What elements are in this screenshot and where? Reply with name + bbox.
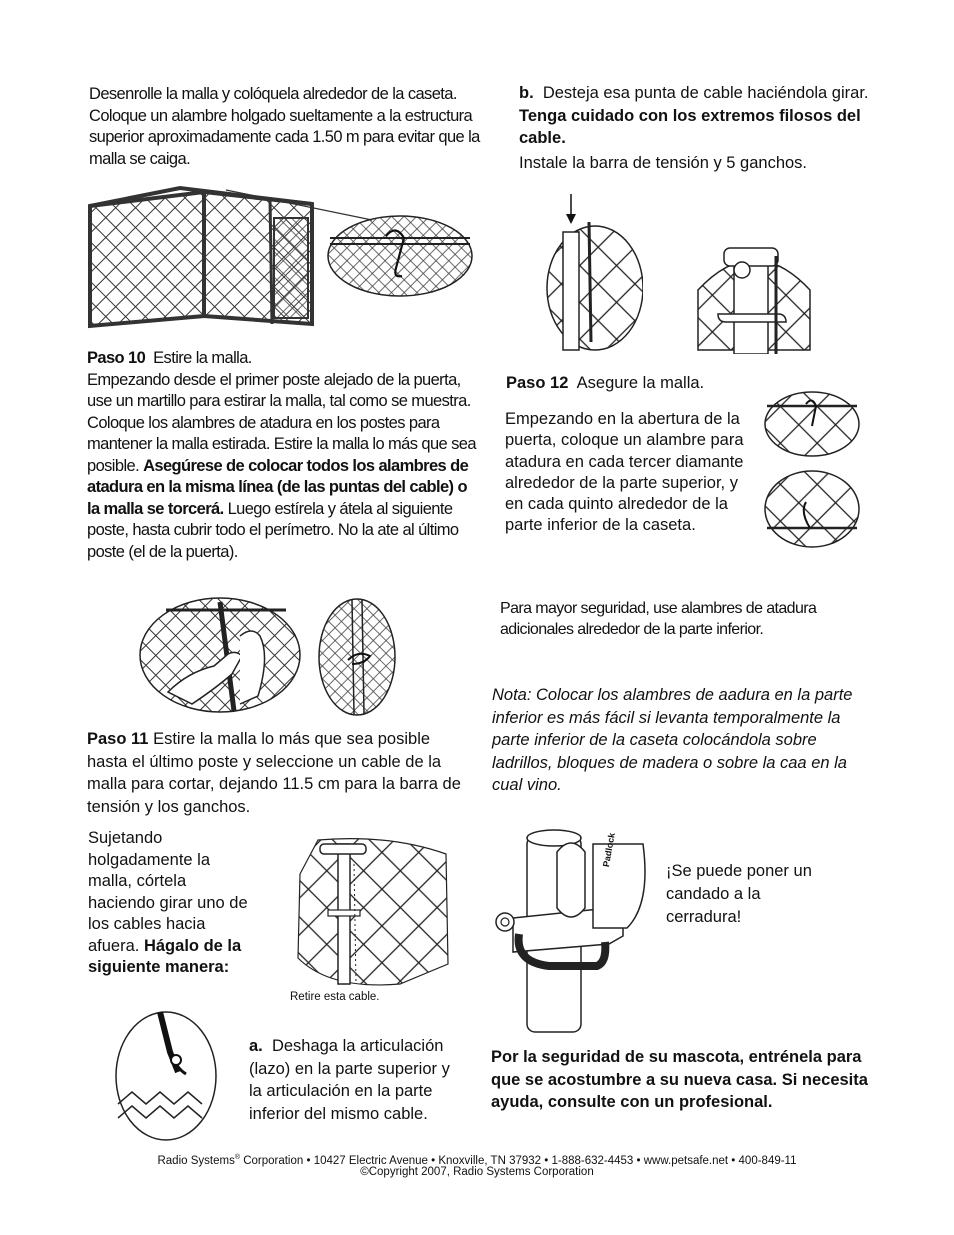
step12-label: Paso 12 (506, 374, 569, 392)
top-tie-wire-illustration (762, 388, 862, 460)
padlock-text: ¡Se puede poner un candado a la cerradura! (666, 862, 812, 926)
tension-bar-illustration (543, 192, 643, 354)
step11-text: Estire la malla lo más que sea posible hasta el último poste y seleccione un cable de la malla para cortar, dejando 11.5 cm para la barra de tensión y los ganchos. (87, 730, 461, 816)
tie-wire-post-illustration (316, 596, 398, 718)
step12-text: Empezando en la abertura de la puerta, coloque un alambre para atadura en cada tercer diamante alrededor de la parte superior, y en cada quinto alrededor de la parte inferior de la caseta. (505, 410, 744, 535)
tension-band-illustration (694, 240, 814, 354)
padlock-latch-illustration (493, 826, 653, 1038)
padlock-tag: Padlock (601, 832, 617, 868)
footer-company-line: Radio Systems® Corporation • 10427 Electric Avenue • Knoxville, TN 37932 • 1-888-632-4453 • www.petsafe.net • 400-849-11 (157, 1154, 797, 1167)
footer-copyright: ©Copyright 2007, Radio Systems Corporation (360, 1166, 594, 1178)
step-b-text: b. Desteja esa punta de cable haciéndola girar. Tenga cuidado con los extremos filosos del cable. Instale la barra de tensión y 5 ganchos. (519, 84, 869, 172)
remove-wire-caption: Retire esta cable. (290, 991, 380, 1003)
note-text: Nota: Colocar los alambres de aadura en la parte inferior es más fácil si levanta temporalmente la parte inferior de la caseta colocándola sobre ladrillos, bloques de madera o sobre la caa en la cual vino. (492, 686, 853, 794)
intro-text: Desenrolle la malla y colóquela alrededor de la caseta. Coloque un alambre holgado sueltamente a la estructura superior aproximadamente cada 1.50 m para evitar que la malla se caiga. (89, 85, 480, 168)
stretch-mesh-illustration (136, 596, 306, 716)
bottom-tie-wire-illustration (762, 466, 862, 552)
step10-title: Estire la malla. (153, 349, 252, 367)
step10-text: Empezando desde el primer poste alejado de la puerta, use un martillo para estirar la malla, tal como se muestra. Coloque los alambres de atadura en los postes para mantener la malla estirada. Estire la malla lo más que sea posible. Asegúrese de colocar todos los alambres de atadura en la misma línea (de las puntas del cable) o la malla se torcerá. Luego estírela y átela al siguiente poste, hasta cubrir todo el perímetro. No la ate al último poste (el de la puerta). (87, 370, 476, 561)
safety-text: Por la seguridad de su mascota, entrénela para que se acostumbre a su nueva casa. Si necesita ayuda, consulte con un profesional. (491, 1048, 868, 1111)
kennel-illustration (86, 178, 476, 348)
step-a-text: a. Deshaga la articulación (lazo) en la parte superior y la articulación en la parte inferior del mismo cable. (249, 1037, 450, 1123)
step11-label: Paso 11 (87, 730, 149, 748)
step12-title: Asegure la malla. (576, 374, 705, 392)
cut-wire-illustration (290, 834, 452, 990)
extra-security-text: Para mayor seguridad, use alambres de atadura adicionales alrededor de la parte inferior. (500, 600, 817, 638)
step10-label: Paso 10 (87, 349, 146, 367)
pliers-illustration (108, 1008, 218, 1148)
holding-text: Sujetando holgadamente la malla, córtela haciendo girar uno de los cables hacia afuera. Hágalo de la siguiente manera: (88, 829, 248, 976)
